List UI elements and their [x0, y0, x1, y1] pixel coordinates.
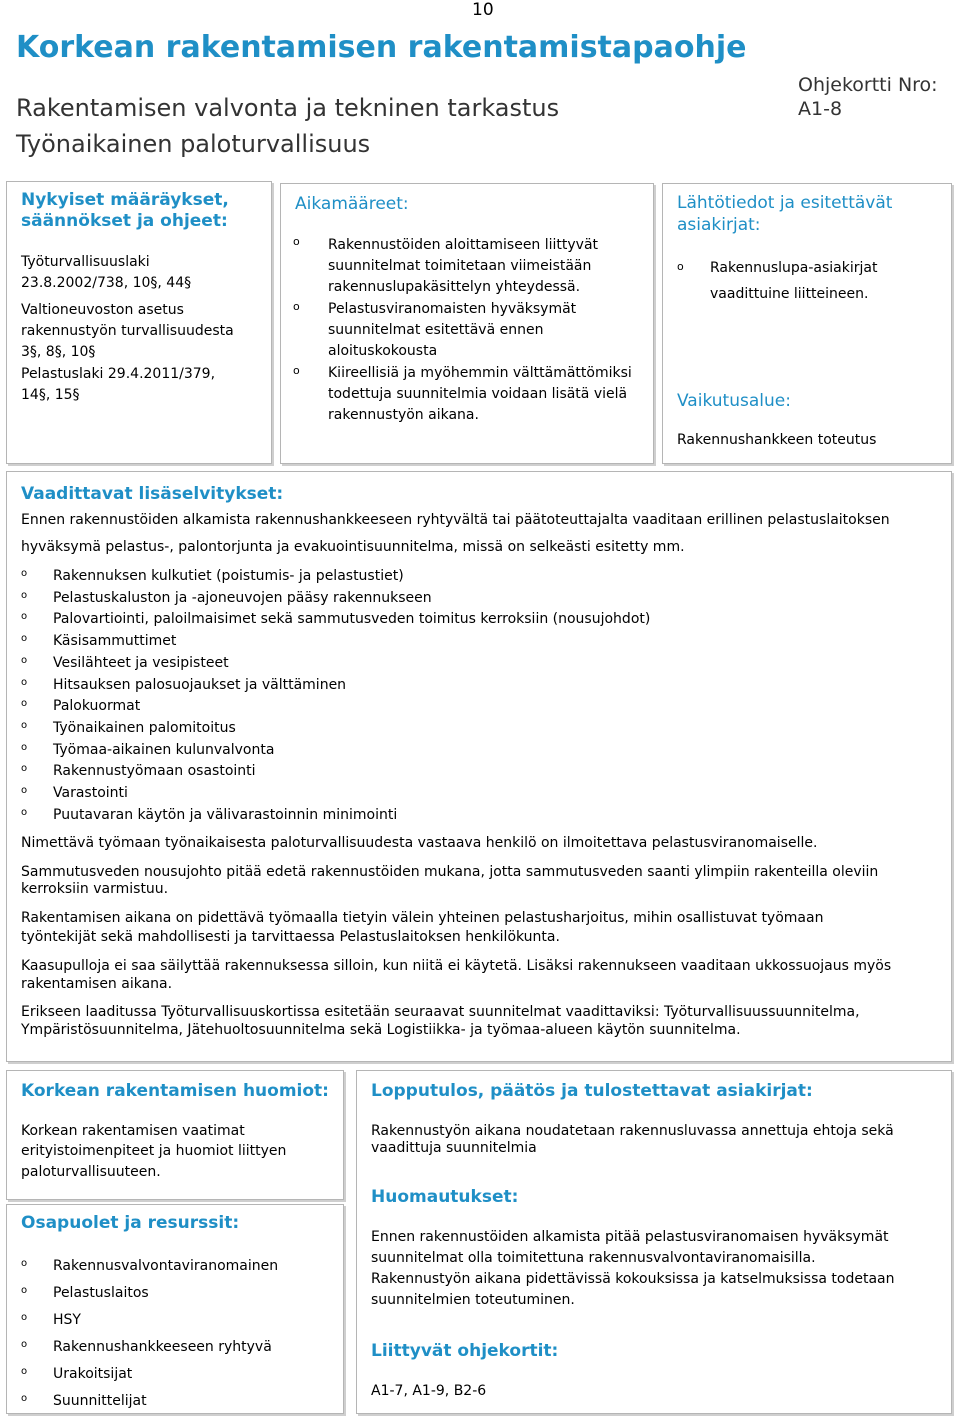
paragraph: Ympäristösuunnitelma, Jätehuoltosuunnitelma sekä Logistiikka- ja työmaa-alueen käytön suunnitelma. — [21, 1022, 741, 1038]
card-label: Ohjekortti Nro: — [798, 74, 938, 96]
additional-intro: hyväksymä pelastus-, palontorjunta ja evakuointisuunnitelma, missä on selkeästi esitetty mm. — [21, 539, 685, 555]
card-number: A1-8 — [798, 98, 843, 120]
regulations-box — [6, 181, 272, 464]
paragraph: Nimettävä työmaan työnaikaisesta paloturvallisuudesta vastaava henkilö on ilmoitettava pelastusviranomaiselle. — [21, 835, 818, 851]
notes-text: suunnitelmien toteutuminen. — [371, 1292, 575, 1308]
scope-heading: Vaikutusalue: — [677, 391, 791, 411]
related-text: A1-7, A1-9, B2-6 — [371, 1383, 487, 1399]
notes-text: Rakennustyön aikana pidettävissä kokouksissa ja katselmuksissa todetaan — [371, 1271, 895, 1287]
notes-text: suunnitelmat olla toimitettuna rakennusvalvontaviranomaisilla. — [371, 1250, 816, 1266]
paragraph: Erikseen laaditussa Työturvallisuuskortissa esitetään seuraavat suunnitelmat vaadittaviksi: Työturvallisuussuunnitelma, — [21, 1004, 860, 1020]
result-text: Rakennustyön aikana noudatetaan rakennusluvassa annettuja ehtoja sekä — [371, 1123, 894, 1139]
page-number: 10 — [472, 0, 494, 20]
parties-box — [6, 1204, 344, 1414]
deadline-item: Kiireellisiä ja myöhemmin välttämättömiksi todettuja suunnitelmia voidaan lisätä vielä rakennustyön aikana. — [328, 365, 632, 423]
list-item: o Rakennustyömaan osastointi — [21, 761, 921, 783]
additional-intro: Ennen rakennustöiden alkamista rakennushankkeeseen ryhtyvältä tai päätoteuttajalta vaaditaan erillinen pelastuslaitoksen — [21, 512, 890, 528]
list-item: o Työnaikainen palomitoitus — [21, 718, 921, 740]
list-item: o Varastointi — [21, 783, 921, 805]
list-item: o Pelastuskaluston ja -ajoneuvojen pääsy rakennukseen — [21, 588, 921, 610]
notes-heading: Huomautukset: — [371, 1187, 519, 1207]
list-item: o Hitsauksen palosuojaukset ja välttäminen — [21, 675, 921, 697]
list-item: o Urakoitsijat — [21, 1361, 278, 1388]
list-item: o HSY — [21, 1307, 278, 1334]
paragraph: rakentamisen aikana. — [21, 976, 173, 992]
paragraph: kerroksiin varmistuu. — [21, 881, 169, 897]
source-data-box — [662, 183, 952, 464]
regulation-item: Työturvallisuuslaki 23.8.2002/738, 10§, 44§ — [21, 254, 192, 291]
list-item: o Työmaa-aikainen kulunvalvonta — [21, 740, 921, 762]
paragraph: Rakentamisen aikana on pidettävä työmaalla tietyin välein yhteinen pelastusharjoitus, mihin osallistuvat työmaan — [21, 910, 824, 926]
high-rise-text: paloturvallisuuteen. — [21, 1164, 161, 1180]
subtitle-2: Työnaikainen paloturvallisuus — [16, 130, 371, 158]
list-item: o Palokuormat — [21, 696, 921, 718]
list-item: o Pelastuslaitos — [21, 1280, 278, 1307]
subtitle-1: Rakentamisen valvonta ja tekninen tarkastus — [16, 94, 560, 122]
additional-box — [6, 471, 952, 1062]
high-rise-box — [6, 1070, 344, 1200]
bullet-icon: o — [293, 300, 300, 313]
paragraph: Sammutusveden nousujohto pitää edetä rakennustöiden mukana, jotta sammutusveden saanti ylimpiin rakenteilla oleviin — [21, 864, 879, 880]
list-item: o Palovartiointi, paloilmaisimet sekä sammutusveden toimitus kerroksiin (nousujohdot) — [21, 609, 921, 631]
paragraph: työntekijät sekä mahdollisesti ja tarvittaessa Pelastuslaitoksen henkilökunta. — [21, 929, 560, 945]
deadline-item: Rakennustöiden aloittamiseen liittyvät suunnitelmat toimitetaan viimeistään rakennuslupakäsittelyn yhteydessä. — [328, 237, 599, 295]
bullet-icon: o — [293, 364, 300, 377]
related-heading: Liittyvät ohjekortit: — [371, 1341, 559, 1361]
list-item: o Vesilähteet ja vesipisteet — [21, 653, 921, 675]
regulation-item: Pelastuslaki 29.4.2011/379, 14§, 15§ — [21, 366, 216, 403]
page-title: Korkean rakentamisen rakentamistapaohje — [16, 30, 747, 65]
result-heading: Lopputulos, päätös ja tulostettavat asiakirjat: — [371, 1081, 813, 1101]
notes-text: Ennen rakennustöiden alkamista pitää pelastusviranomaisen hyväksymät — [371, 1229, 889, 1245]
list-item: o Puutavaran käytön ja välivarastoinnin minimointi — [21, 805, 921, 827]
regulation-item: Valtioneuvoston asetus rakennustyön turvallisuudesta 3§, 8§, 10§ — [21, 302, 234, 360]
source-data-heading: Lähtötiedot ja esitettävät asiakirjat: — [677, 193, 893, 235]
source-data-item-cont: vaadittuine liitteineen. — [710, 286, 869, 302]
list-item: o Rakennuksen kulkutiet (poistumis- ja pelastustiet) — [21, 566, 921, 588]
bullet-icon: o — [293, 235, 300, 248]
result-text: vaadittuja suunnitelmia — [371, 1140, 537, 1156]
parties-list — [21, 1253, 278, 1415]
parties-heading: Osapuolet ja resurssit: — [21, 1213, 240, 1233]
deadlines-box — [280, 183, 654, 464]
list-item: o Suunnittelijat — [21, 1388, 278, 1415]
additional-heading: Vaadittavat lisäselvitykset: — [21, 484, 284, 504]
list-item: o Rakennushankkeeseen ryhtyvä — [21, 1334, 278, 1361]
scope-text: Rakennushankkeen toteutus — [677, 432, 877, 448]
list-item: o Käsisammuttimet — [21, 631, 921, 653]
bullet-icon: o — [677, 260, 684, 273]
high-rise-heading: Korkean rakentamisen huomiot: — [21, 1081, 329, 1101]
list-item: o Rakennusvalvontaviranomainen — [21, 1253, 278, 1280]
high-rise-text: Korkean rakentamisen vaatimat — [21, 1123, 245, 1139]
deadlines-heading: Aikamääreet: — [295, 194, 409, 214]
paragraph: Kaasupulloja ei saa säilyttää rakennuksessa silloin, kun niitä ei käytetä. Lisäksi rakennukseen vaaditaan ukkossuojaus myös — [21, 958, 892, 974]
deadline-item: Pelastusviranomaisten hyväksymät suunnitelmat esitettävä ennen aloituskokousta — [328, 301, 577, 359]
requirement-list — [21, 566, 921, 826]
high-rise-text: erityistoimenpiteet ja huomiot liittyen — [21, 1143, 287, 1159]
source-data-item: Rakennuslupa-asiakirjat — [710, 260, 878, 276]
regulations-heading: Nykyiset määräykset, säännökset ja ohjeet: — [21, 190, 229, 231]
result-box — [356, 1070, 952, 1414]
